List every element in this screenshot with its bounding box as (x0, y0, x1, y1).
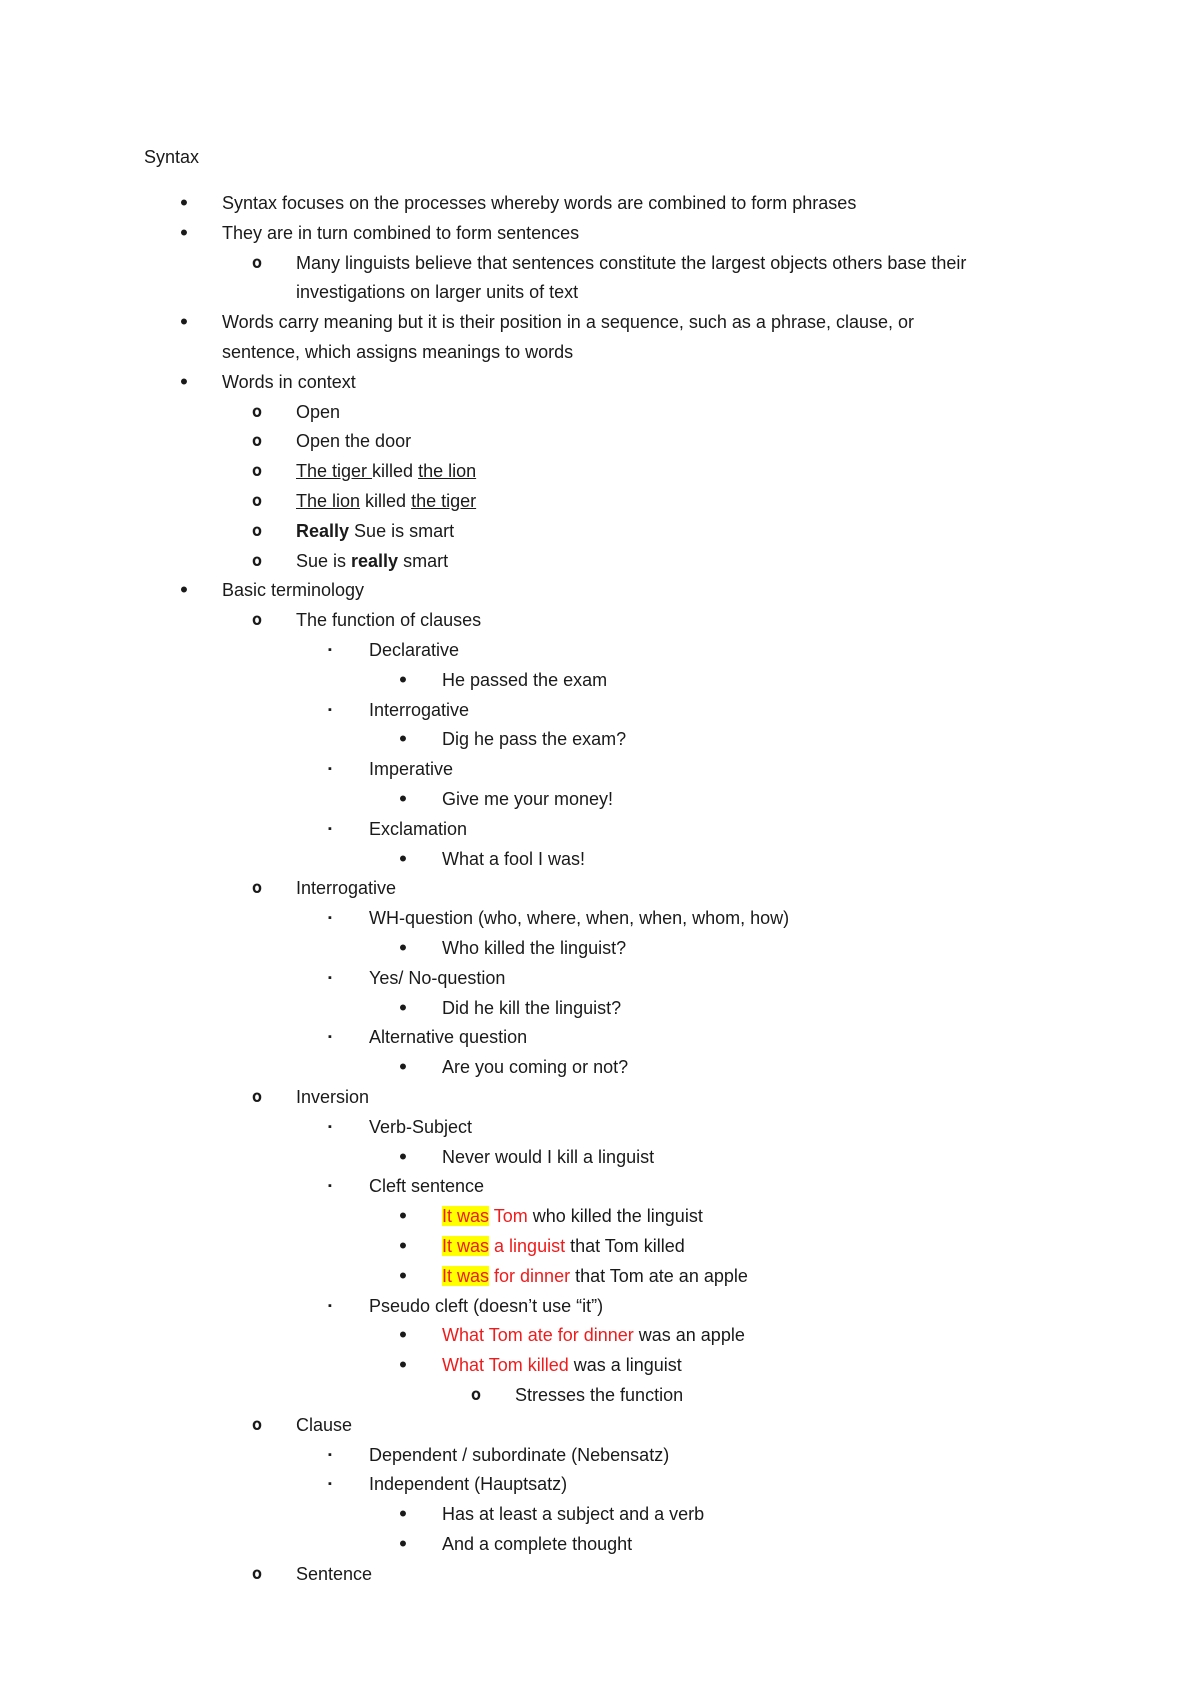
bullet-square-icon: ▪ (328, 763, 332, 775)
outline-item-text (296, 429, 411, 453)
bullet-square-icon: ▪ (328, 1031, 332, 1043)
outline-item (0, 1085, 1200, 1109)
bullet-disc-icon: • (399, 1144, 407, 1169)
outline-item (0, 757, 1200, 781)
text-segment: Open (296, 402, 341, 422)
outline-item (0, 1174, 1200, 1198)
bullet-circle-icon: o (251, 551, 263, 571)
outline-item-text (442, 1532, 632, 1556)
text-segment: Who killed the linguist? (442, 938, 627, 958)
text-segment: Yes/ No-question (369, 968, 506, 988)
text-segment: Words in context (222, 372, 356, 392)
bullet-circle-icon: o (251, 1087, 263, 1107)
outline-item-text (296, 549, 448, 573)
text-segment: was an apple (633, 1325, 745, 1345)
bullet-square-icon: ▪ (328, 1449, 332, 1461)
outline-item-text (442, 1502, 704, 1526)
outline-item (0, 1234, 1200, 1258)
text-segment: that Tom killed (565, 1236, 685, 1256)
outline-item-text (442, 996, 621, 1020)
outline-item (0, 280, 1200, 304)
outline-item (0, 310, 1200, 334)
text-segment: Stresses the function (515, 1385, 684, 1405)
text-segment: Independent (Hauptsatz) (369, 1474, 568, 1494)
text-segment: Dependent / subordinate (Nebensatz) (369, 1445, 670, 1465)
outline-item-text (222, 340, 573, 364)
outline-item-text (296, 519, 454, 543)
outline-item-text (296, 1413, 352, 1437)
outline-item (0, 370, 1200, 394)
text-segment: Verb-Subject (369, 1117, 473, 1137)
outline-item-text (296, 1562, 372, 1586)
outline-item-text (369, 1472, 567, 1496)
bullet-circle-icon: o (251, 461, 263, 481)
outline-item-text (369, 638, 459, 662)
text-segment: Give me your money! (442, 789, 614, 809)
outline-item-text (442, 787, 613, 811)
bullet-disc-icon: • (180, 309, 188, 334)
text-segment: It was (442, 1236, 490, 1256)
outline-item-text (442, 936, 626, 960)
bullet-circle-icon: o (251, 491, 263, 511)
bullet-circle-icon: o (251, 878, 263, 898)
text-segment: Interrogative (296, 878, 397, 898)
outline-item (0, 817, 1200, 841)
text-segment: They are in turn combined to form sentences (222, 223, 580, 243)
text-segment: Did he kill the linguist? (442, 998, 622, 1018)
text-segment: for dinner (494, 1266, 571, 1286)
outline-item (0, 519, 1200, 543)
outline-item-text (369, 1025, 527, 1049)
text-segment: Exclamation (369, 819, 468, 839)
outline-item (0, 489, 1200, 513)
outline-item (0, 966, 1200, 990)
bullet-disc-icon: • (399, 726, 407, 751)
outline-item (0, 1055, 1200, 1079)
outline-item (0, 1413, 1200, 1437)
bullet-disc-icon: • (180, 369, 188, 394)
text-segment: killed (360, 491, 412, 511)
text-segment: What Tom killed (442, 1355, 569, 1375)
text-segment: It was (442, 1206, 490, 1226)
bullet-disc-icon: • (399, 1531, 407, 1556)
outline-item-text (369, 1443, 669, 1467)
outline-item (0, 429, 1200, 453)
bullet-disc-icon: • (399, 1352, 407, 1377)
bullet-circle-icon: o (251, 1564, 263, 1584)
text-segment: who killed the linguist (527, 1206, 703, 1226)
bullet-circle-icon: o (251, 521, 263, 541)
outline-item-text (369, 966, 505, 990)
bullet-square-icon: ▪ (328, 823, 332, 835)
outline-item (0, 549, 1200, 573)
outline-item (0, 698, 1200, 722)
text-segment: Tom (493, 1206, 528, 1226)
bullet-circle-icon: o (251, 431, 263, 451)
outline-item (0, 1383, 1200, 1407)
text-segment: He passed the exam (442, 670, 608, 690)
outline-item-text (442, 1204, 703, 1228)
outline-item-text (296, 251, 966, 275)
bullet-disc-icon: • (180, 577, 188, 602)
bullet-disc-icon: • (399, 1203, 407, 1228)
outline-item-text (442, 1264, 748, 1288)
text-segment: What a fool I was! (442, 849, 586, 869)
text-segment: smart (398, 551, 449, 571)
bullet-circle-icon: o (251, 253, 263, 273)
text-segment: Declarative (369, 640, 460, 660)
text-segment: Syntax focuses on the processes whereby words are combined to form phrases (222, 193, 857, 213)
outline-item-text (369, 1115, 472, 1139)
bullet-square-icon: ▪ (328, 1180, 332, 1192)
text-segment: Basic terminology (222, 580, 365, 600)
outline-item (0, 1025, 1200, 1049)
outline-item-text (442, 727, 626, 751)
outline-item-text (296, 489, 476, 513)
bullet-disc-icon: • (399, 995, 407, 1020)
outline-item-text (515, 1383, 683, 1407)
outline-item (0, 340, 1200, 364)
bullet-disc-icon: • (399, 1501, 407, 1526)
text-segment: Interrogative (369, 700, 470, 720)
outline-item (0, 638, 1200, 662)
text-segment: the lion (418, 461, 477, 481)
bullet-disc-icon: • (399, 846, 407, 871)
outline-item-text (442, 668, 607, 692)
text-segment: The lion (296, 491, 361, 511)
text-segment: Words carry meaning but it is their position in a sequence, such as a phrase, clause, or (222, 312, 915, 332)
outline-item-text (442, 1055, 628, 1079)
text-segment: Sue is smart (349, 521, 455, 541)
bullet-circle-icon: o (251, 402, 263, 422)
outline-item-text (296, 1085, 369, 1109)
text-segment: Imperative (369, 759, 454, 779)
bullet-circle-icon: o (251, 1415, 263, 1435)
text-segment: the tiger (411, 491, 477, 511)
bullet-disc-icon: • (180, 220, 188, 245)
outline-item-text (296, 876, 396, 900)
text-segment: Has at least a subject and a verb (442, 1504, 705, 1524)
outline-item (0, 906, 1200, 930)
outline-item-text (222, 370, 356, 394)
bullet-disc-icon: • (399, 786, 407, 811)
text-segment: Dig he pass the exam? (442, 729, 627, 749)
bullet-square-icon: ▪ (328, 912, 332, 924)
outline-item (0, 727, 1200, 751)
outline-item (0, 668, 1200, 692)
outline-item-text (369, 698, 469, 722)
bullet-circle-icon: o (251, 610, 263, 630)
text-segment: Sue is (296, 551, 352, 571)
text-segment: Many linguists believe that sentences constitute the largest objects others base their (296, 253, 967, 273)
outline-item (0, 1323, 1200, 1347)
text-segment: a linguist (494, 1236, 566, 1256)
outline-item (0, 608, 1200, 632)
outline-item-text (222, 221, 579, 245)
bullet-square-icon: ▪ (328, 1121, 332, 1133)
text-segment: was a linguist (568, 1355, 682, 1375)
text-segment: Really (296, 521, 350, 541)
text-segment: Open the door (296, 431, 412, 451)
outline-item (0, 1443, 1200, 1467)
bullet-square-icon: ▪ (328, 1478, 332, 1490)
outline-item (0, 936, 1200, 960)
text-segment: really (351, 551, 399, 571)
bullet-disc-icon: • (399, 1233, 407, 1258)
outline-item-text (296, 459, 476, 483)
text-segment: The tiger (296, 461, 373, 481)
outline-item-text (296, 280, 578, 304)
text-segment: killed (372, 461, 419, 481)
outline-item (0, 787, 1200, 811)
outline-item (0, 1532, 1200, 1556)
text-segment: Cleft sentence (369, 1176, 485, 1196)
outline-item-text (442, 1234, 685, 1258)
outline-item-text (369, 1174, 484, 1198)
outline-item-text (369, 757, 453, 781)
text-segment: Clause (296, 1415, 353, 1435)
outline-item (0, 876, 1200, 900)
outline-item (0, 1472, 1200, 1496)
outline-item (0, 400, 1200, 424)
text-segment: Pseudo cleft (doesn’t use “it”) (369, 1296, 604, 1316)
outline-item (0, 1502, 1200, 1526)
text-segment: Never would I kill a linguist (442, 1147, 655, 1167)
outline-item (0, 1115, 1200, 1139)
outline-item (0, 459, 1200, 483)
text-segment: Inversion (296, 1087, 370, 1107)
bullet-square-icon: ▪ (328, 704, 332, 716)
outline-item (0, 1264, 1200, 1288)
outline-item-text (442, 1145, 654, 1169)
text-segment: And a complete thought (442, 1534, 633, 1554)
text-segment: that Tom ate an apple (570, 1266, 748, 1286)
outline-item (0, 996, 1200, 1020)
outline-item-text (442, 1323, 745, 1347)
outline-item-text (442, 847, 585, 871)
outline-item (0, 1145, 1200, 1169)
text-segment: Sentence (296, 1564, 373, 1584)
bullet-disc-icon: • (399, 1322, 407, 1347)
outline-item (0, 191, 1200, 215)
outline-item-text (369, 906, 789, 930)
bullet-disc-icon: • (180, 190, 188, 215)
outline-item-text (369, 817, 467, 841)
bullet-square-icon: ▪ (328, 644, 332, 656)
bullet-disc-icon: • (399, 667, 407, 692)
outline-item-text (296, 400, 340, 424)
outline-item (0, 578, 1200, 602)
text-segment: It was (442, 1266, 490, 1286)
bullet-disc-icon: • (399, 1263, 407, 1288)
outline-item (0, 1204, 1200, 1228)
outline-item (0, 1294, 1200, 1318)
outline-item-text (222, 310, 914, 334)
outline-item-text (222, 191, 856, 215)
text-segment: investigations on larger units of text (296, 282, 579, 302)
bullet-circle-icon: o (470, 1385, 482, 1405)
bullet-square-icon: ▪ (328, 1300, 332, 1312)
text-segment: WH-question (who, where, when, when, whom, how) (369, 908, 790, 928)
outline-item-text (369, 1294, 603, 1318)
document-title: Syntax (144, 147, 200, 167)
bullet-square-icon: ▪ (328, 972, 332, 984)
text-segment: The function of clauses (296, 610, 482, 630)
outline-item (0, 221, 1200, 245)
text-segment: sentence, which assigns meanings to words (222, 342, 574, 362)
outline-item-text (296, 608, 481, 632)
outline-item (0, 1562, 1200, 1586)
outline-item-text (222, 578, 364, 602)
text-segment: Alternative question (369, 1027, 528, 1047)
bullet-disc-icon: • (399, 1054, 407, 1079)
text-segment: What Tom ate for dinner (442, 1325, 634, 1345)
outline-item-text (442, 1353, 682, 1377)
text-segment: Are you coming or not? (442, 1057, 629, 1077)
outline-item (0, 847, 1200, 871)
outline-item (0, 251, 1200, 275)
outline-item (0, 1353, 1200, 1377)
bullet-disc-icon: • (399, 935, 407, 960)
